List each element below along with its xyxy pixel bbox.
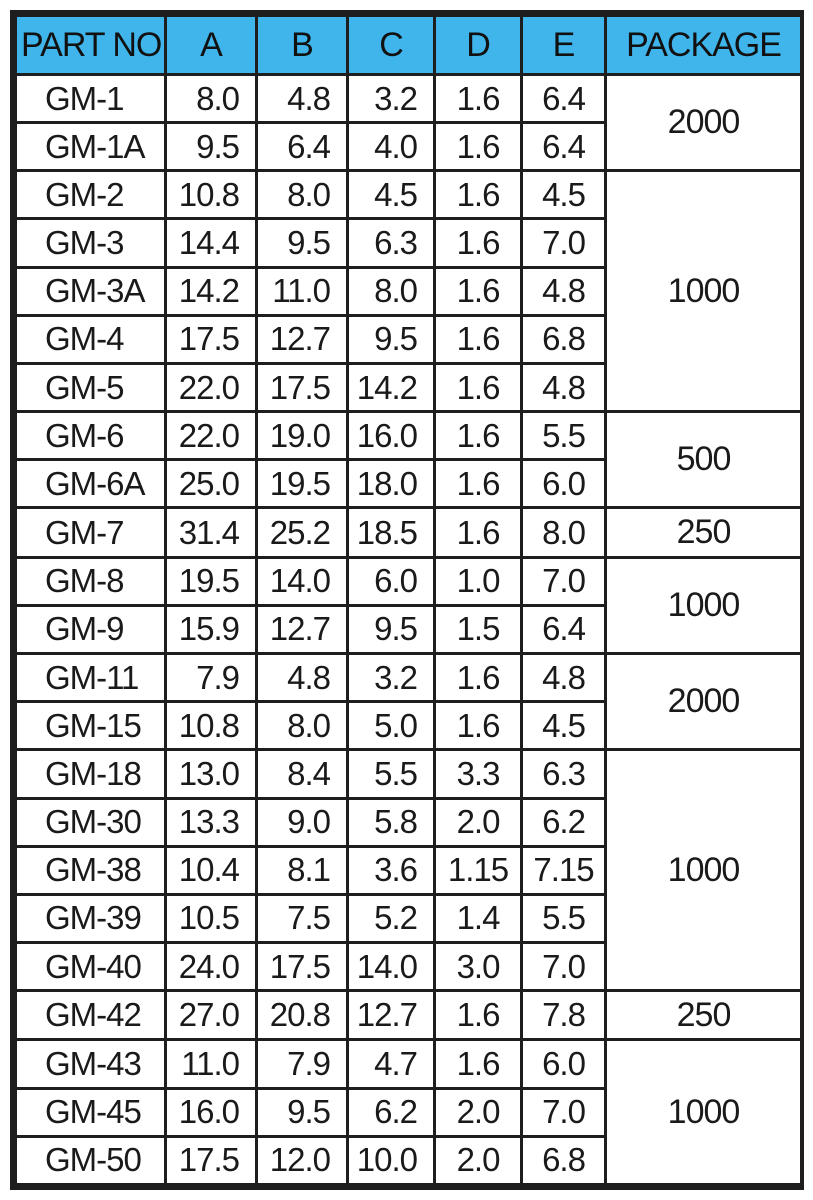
- dim-d-cell: 1.6: [435, 219, 522, 267]
- dim-d-cell: 2.0: [435, 1136, 522, 1184]
- package-qty-cell: 1000: [606, 750, 802, 991]
- part-number-cell: GM-7: [16, 508, 166, 557]
- dim-d-cell: 2.0: [435, 1088, 522, 1136]
- dim-d-cell: 1.6: [435, 702, 522, 750]
- dim-a-cell: 25.0: [166, 460, 257, 508]
- dim-d-cell: 1.6: [435, 267, 522, 315]
- dim-e-cell: 6.4: [522, 123, 606, 171]
- table-row: [16, 750, 802, 798]
- header-a: A: [166, 16, 257, 75]
- dim-e-cell: 7.0: [522, 219, 606, 267]
- dim-d-cell: 3.3: [435, 750, 522, 798]
- header-c: C: [348, 16, 435, 75]
- table-row: [16, 508, 802, 557]
- header-e: E: [522, 16, 606, 75]
- dim-d-cell: 1.6: [435, 991, 522, 1040]
- dim-c-cell: 5.8: [348, 798, 435, 846]
- part-number-cell: GM-6A: [16, 460, 166, 508]
- dim-a-cell: 22.0: [166, 412, 257, 460]
- dim-b-cell: 7.9: [257, 1040, 348, 1088]
- dim-b-cell: 11.0: [257, 267, 348, 315]
- dim-e-cell: 7.8: [522, 991, 606, 1040]
- table-row: [16, 1040, 802, 1088]
- dim-b-cell: 12.0: [257, 1136, 348, 1184]
- dim-a-cell: 14.2: [166, 267, 257, 315]
- part-number-cell: GM-8: [16, 557, 166, 605]
- dim-e-cell: 6.2: [522, 798, 606, 846]
- dim-a-cell: 8.0: [166, 75, 257, 123]
- dim-d-cell: 1.6: [435, 363, 522, 411]
- dim-b-cell: 20.8: [257, 991, 348, 1040]
- dim-c-cell: 9.5: [348, 315, 435, 363]
- dim-e-cell: 5.5: [522, 412, 606, 460]
- dim-e-cell: 7.0: [522, 942, 606, 990]
- dim-b-cell: 12.7: [257, 605, 348, 653]
- package-qty-cell: 1000: [606, 171, 802, 412]
- part-number-cell: GM-11: [16, 654, 166, 702]
- header-package: PACKAGE: [606, 16, 802, 75]
- part-number-cell: GM-18: [16, 750, 166, 798]
- dim-d-cell: 1.5: [435, 605, 522, 653]
- dim-e-cell: 6.4: [522, 75, 606, 123]
- dim-d-cell: 1.6: [435, 315, 522, 363]
- dim-a-cell: 10.8: [166, 171, 257, 219]
- dim-d-cell: 1.6: [435, 460, 522, 508]
- dim-a-cell: 15.9: [166, 605, 257, 653]
- table-row: [16, 991, 802, 1040]
- part-number-cell: GM-30: [16, 798, 166, 846]
- dim-b-cell: 9.0: [257, 798, 348, 846]
- dim-c-cell: 3.6: [348, 846, 435, 894]
- dim-d-cell: 1.6: [435, 123, 522, 171]
- dim-e-cell: 8.0: [522, 508, 606, 557]
- dim-b-cell: 19.5: [257, 460, 348, 508]
- dim-c-cell: 4.0: [348, 123, 435, 171]
- dim-b-cell: 17.5: [257, 942, 348, 990]
- dim-a-cell: 22.0: [166, 363, 257, 411]
- dim-d-cell: 1.6: [435, 508, 522, 557]
- dim-d-cell: 2.0: [435, 798, 522, 846]
- package-qty-cell: 250: [606, 991, 802, 1040]
- table-body: [16, 75, 802, 1185]
- part-number-cell: GM-39: [16, 894, 166, 942]
- part-number-cell: GM-40: [16, 942, 166, 990]
- header-part-no: PART NO: [16, 16, 166, 75]
- package-qty-cell: 2000: [606, 75, 802, 171]
- part-number-cell: GM-9: [16, 605, 166, 653]
- dim-e-cell: 4.5: [522, 702, 606, 750]
- dim-a-cell: 10.4: [166, 846, 257, 894]
- package-qty-cell: 1000: [606, 1040, 802, 1185]
- part-number-cell: GM-3A: [16, 267, 166, 315]
- header-d: D: [435, 16, 522, 75]
- dim-b-cell: 9.5: [257, 219, 348, 267]
- dim-d-cell: 1.6: [435, 1040, 522, 1088]
- package-qty-cell: 1000: [606, 557, 802, 653]
- part-number-cell: GM-38: [16, 846, 166, 894]
- dim-e-cell: 4.5: [522, 171, 606, 219]
- dim-b-cell: 14.0: [257, 557, 348, 605]
- dim-a-cell: 27.0: [166, 991, 257, 1040]
- dim-a-cell: 14.4: [166, 219, 257, 267]
- dim-a-cell: 19.5: [166, 557, 257, 605]
- dim-e-cell: 6.4: [522, 605, 606, 653]
- package-qty-cell: 500: [606, 412, 802, 508]
- dim-b-cell: 7.5: [257, 894, 348, 942]
- dim-c-cell: 3.2: [348, 654, 435, 702]
- parts-table-frame: [10, 10, 804, 1190]
- dim-b-cell: 19.0: [257, 412, 348, 460]
- dim-e-cell: 4.8: [522, 363, 606, 411]
- header-row: [16, 16, 802, 75]
- dim-b-cell: 25.2: [257, 508, 348, 557]
- table-row: [16, 654, 802, 702]
- dim-c-cell: 14.2: [348, 363, 435, 411]
- part-number-cell: GM-1A: [16, 123, 166, 171]
- dim-c-cell: 5.5: [348, 750, 435, 798]
- dim-e-cell: 7.15: [522, 846, 606, 894]
- dim-d-cell: 1.6: [435, 75, 522, 123]
- dim-b-cell: 8.0: [257, 702, 348, 750]
- dim-e-cell: 6.0: [522, 1040, 606, 1088]
- dim-d-cell: 1.0: [435, 557, 522, 605]
- dim-b-cell: 8.0: [257, 171, 348, 219]
- part-number-cell: GM-4: [16, 315, 166, 363]
- part-number-cell: GM-5: [16, 363, 166, 411]
- dim-c-cell: 10.0: [348, 1136, 435, 1184]
- part-number-cell: GM-3: [16, 219, 166, 267]
- dim-a-cell: 16.0: [166, 1088, 257, 1136]
- table-row: [16, 412, 802, 460]
- dim-a-cell: 13.3: [166, 798, 257, 846]
- dim-c-cell: 6.2: [348, 1088, 435, 1136]
- part-number-cell: GM-6: [16, 412, 166, 460]
- part-number-cell: GM-42: [16, 991, 166, 1040]
- dim-c-cell: 5.0: [348, 702, 435, 750]
- dim-c-cell: 6.3: [348, 219, 435, 267]
- dim-c-cell: 3.2: [348, 75, 435, 123]
- dim-e-cell: 6.8: [522, 1136, 606, 1184]
- dim-a-cell: 17.5: [166, 315, 257, 363]
- part-number-cell: GM-43: [16, 1040, 166, 1088]
- dim-c-cell: 12.7: [348, 991, 435, 1040]
- dim-b-cell: 9.5: [257, 1088, 348, 1136]
- dim-c-cell: 18.0: [348, 460, 435, 508]
- part-number-cell: GM-45: [16, 1088, 166, 1136]
- dim-a-cell: 17.5: [166, 1136, 257, 1184]
- dim-c-cell: 5.2: [348, 894, 435, 942]
- dim-e-cell: 6.0: [522, 460, 606, 508]
- dim-a-cell: 10.8: [166, 702, 257, 750]
- dim-a-cell: 13.0: [166, 750, 257, 798]
- dim-d-cell: 3.0: [435, 942, 522, 990]
- table-row: [16, 557, 802, 605]
- dim-a-cell: 11.0: [166, 1040, 257, 1088]
- package-qty-cell: 2000: [606, 654, 802, 750]
- dim-e-cell: 4.8: [522, 654, 606, 702]
- dim-c-cell: 4.7: [348, 1040, 435, 1088]
- dim-a-cell: 7.9: [166, 654, 257, 702]
- dim-b-cell: 4.8: [257, 75, 348, 123]
- dim-c-cell: 14.0: [348, 942, 435, 990]
- dim-b-cell: 12.7: [257, 315, 348, 363]
- dim-b-cell: 4.8: [257, 654, 348, 702]
- dim-e-cell: 4.8: [522, 267, 606, 315]
- dim-c-cell: 4.5: [348, 171, 435, 219]
- dim-c-cell: 8.0: [348, 267, 435, 315]
- part-number-cell: GM-1: [16, 75, 166, 123]
- package-qty-cell: 250: [606, 508, 802, 557]
- dim-b-cell: 8.4: [257, 750, 348, 798]
- dim-c-cell: 9.5: [348, 605, 435, 653]
- dim-b-cell: 8.1: [257, 846, 348, 894]
- part-number-cell: GM-2: [16, 171, 166, 219]
- dim-c-cell: 6.0: [348, 557, 435, 605]
- dim-a-cell: 24.0: [166, 942, 257, 990]
- part-number-cell: GM-15: [16, 702, 166, 750]
- dim-d-cell: 1.4: [435, 894, 522, 942]
- dim-d-cell: 1.6: [435, 171, 522, 219]
- part-number-cell: GM-50: [16, 1136, 166, 1184]
- dim-c-cell: 16.0: [348, 412, 435, 460]
- dim-d-cell: 1.6: [435, 654, 522, 702]
- dim-d-cell: 1.6: [435, 412, 522, 460]
- parts-spec-table: [14, 14, 803, 1186]
- dim-a-cell: 31.4: [166, 508, 257, 557]
- dim-c-cell: 18.5: [348, 508, 435, 557]
- dim-d-cell: 1.15: [435, 846, 522, 894]
- dim-a-cell: 9.5: [166, 123, 257, 171]
- header-b: B: [257, 16, 348, 75]
- dim-a-cell: 10.5: [166, 894, 257, 942]
- dim-e-cell: 6.3: [522, 750, 606, 798]
- table-row: [16, 75, 802, 123]
- dim-e-cell: 7.0: [522, 1088, 606, 1136]
- dim-b-cell: 6.4: [257, 123, 348, 171]
- table-row: [16, 171, 802, 219]
- dim-e-cell: 6.8: [522, 315, 606, 363]
- dim-e-cell: 5.5: [522, 894, 606, 942]
- dim-e-cell: 7.0: [522, 557, 606, 605]
- dim-b-cell: 17.5: [257, 363, 348, 411]
